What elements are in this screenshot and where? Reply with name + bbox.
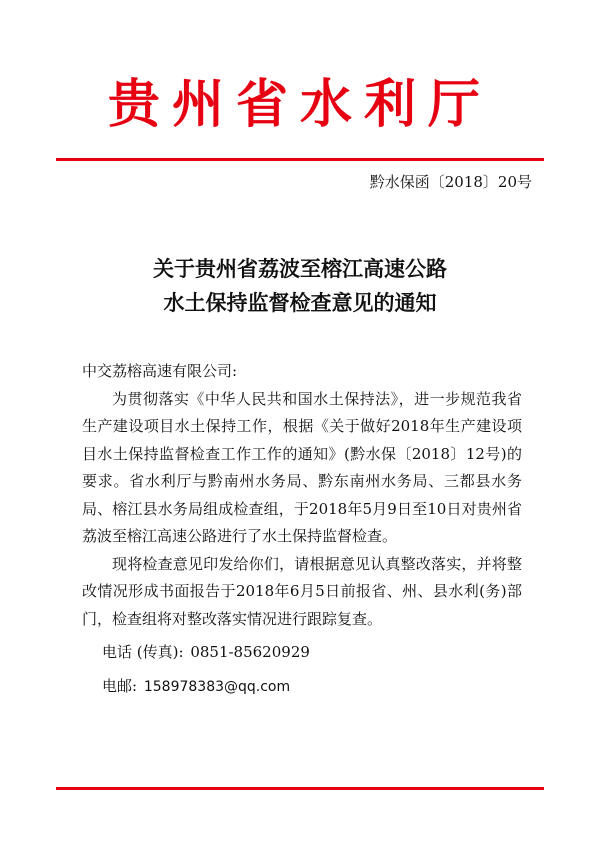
- notice-title: [0, 252, 600, 320]
- phone-label: 电话 (传真):: [102, 643, 184, 661]
- phone-line: [82, 639, 522, 667]
- email-line: [82, 673, 522, 702]
- bottom-red-rule: [56, 787, 544, 790]
- body-paragraph-1: 为贯彻落实《中华人民共和国水土保持法》，进一步规范我省生产建设项目水土保持工作，根据《关于做好2018年生产建设项目水土保持监督检查工作工作的通知》(黔水保〔2018〕12号)的要求。省水利厅与黔南州水务局、黔东南州水务局、三都县水务局、榕江县水务局组成检查组，于2018年5月9日至10日对贵州省荔波至榕江高速公路进行了水土保持监督检查。: [82, 389, 522, 545]
- email-label: 电邮:: [102, 676, 138, 695]
- addressee: 中交荔榕高速有限公司:: [82, 362, 238, 380]
- phone-number: 0851-85620929: [190, 643, 310, 661]
- top-red-rule: [56, 158, 544, 161]
- notice-title-line-2: 水土保持监督检查意见的通知: [163, 290, 437, 315]
- notice-title-line-1: 关于贵州省荔波至榕江高速公路: [153, 256, 447, 281]
- document-number: 黔水保函〔2018〕20号: [369, 173, 532, 191]
- notice-body: [82, 358, 522, 701]
- email-address: 158978383@qq.com: [143, 678, 291, 695]
- issuing-authority-title: 贵州省水利厅: [107, 75, 492, 135]
- body-paragraph-2: 现将检查意见印发给你们，请根据意见认真整改落实，并将整改情况形成书面报告于2018年6月5日前报省、州、县水利(务)部门，检查组将对整改落实情况进行跟踪复查。: [82, 554, 522, 628]
